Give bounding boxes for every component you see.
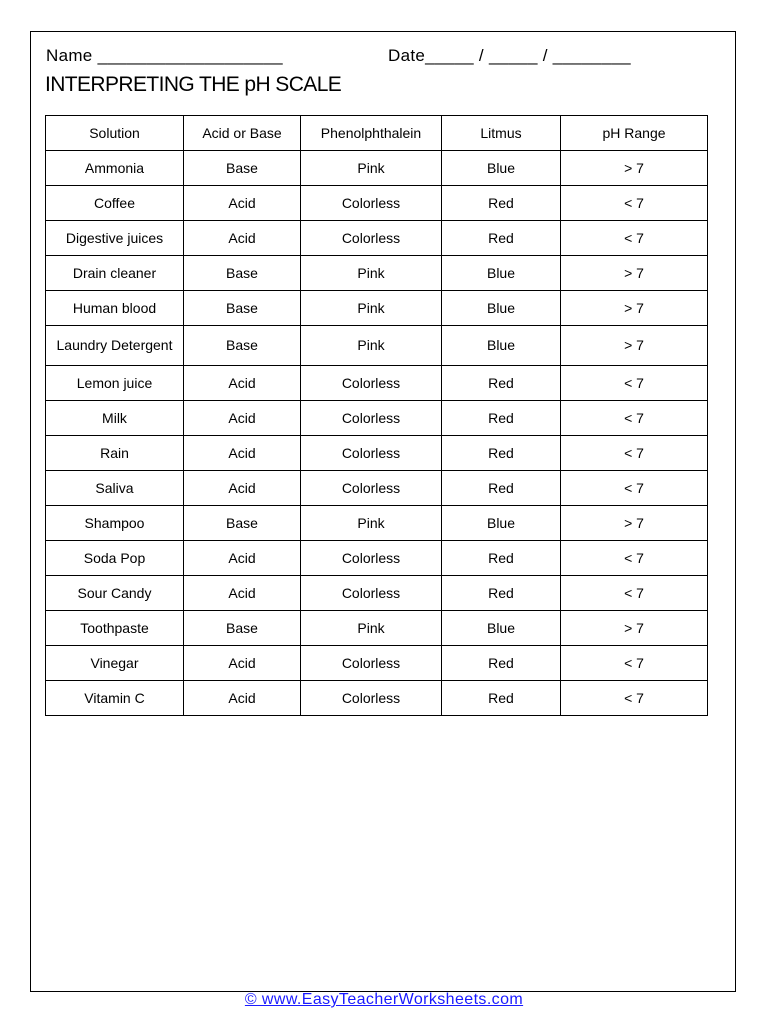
cell-litmus: Blue xyxy=(442,326,561,366)
cell-ph-range: < 7 xyxy=(561,221,708,256)
cell-ph-range: > 7 xyxy=(561,326,708,366)
cell-litmus: Blue xyxy=(442,291,561,326)
table-row xyxy=(46,506,708,541)
table-row xyxy=(46,326,708,366)
cell-acid-or-base: Base xyxy=(184,151,301,186)
cell-solution: Shampoo xyxy=(46,506,184,541)
cell-ph-range: > 7 xyxy=(561,256,708,291)
table-row xyxy=(46,436,708,471)
cell-litmus: Blue xyxy=(442,151,561,186)
cell-solution: Toothpaste xyxy=(46,611,184,646)
cell-phenolphthalein: Colorless xyxy=(301,471,442,506)
cell-phenolphthalein: Colorless xyxy=(301,366,442,401)
cell-acid-or-base: Base xyxy=(184,256,301,291)
cell-ph-range: < 7 xyxy=(561,646,708,681)
column-header-phenolphthalein: Phenolphthalein xyxy=(301,116,442,151)
cell-acid-or-base: Base xyxy=(184,291,301,326)
cell-litmus: Red xyxy=(442,436,561,471)
cell-litmus: Red xyxy=(442,576,561,611)
cell-litmus: Blue xyxy=(442,256,561,291)
cell-phenolphthalein: Colorless xyxy=(301,186,442,221)
ph-table xyxy=(45,115,708,716)
cell-solution: Lemon juice xyxy=(46,366,184,401)
table-row xyxy=(46,401,708,436)
column-header-litmus: Litmus xyxy=(442,116,561,151)
table-row xyxy=(46,646,708,681)
cell-acid-or-base: Base xyxy=(184,326,301,366)
cell-solution: Coffee xyxy=(46,186,184,221)
cell-litmus: Red xyxy=(442,366,561,401)
cell-ph-range: < 7 xyxy=(561,541,708,576)
cell-acid-or-base: Acid xyxy=(184,366,301,401)
table-row xyxy=(46,256,708,291)
cell-solution: Milk xyxy=(46,401,184,436)
table-row xyxy=(46,186,708,221)
cell-solution: Rain xyxy=(46,436,184,471)
cell-litmus: Red xyxy=(442,221,561,256)
cell-acid-or-base: Acid xyxy=(184,186,301,221)
cell-solution: Digestive juices xyxy=(46,221,184,256)
cell-litmus: Red xyxy=(442,401,561,436)
cell-ph-range: < 7 xyxy=(561,366,708,401)
cell-phenolphthalein: Colorless xyxy=(301,576,442,611)
cell-ph-range: > 7 xyxy=(561,506,708,541)
worksheet-title: INTERPRETING THE pH SCALE xyxy=(45,73,342,96)
cell-phenolphthalein: Colorless xyxy=(301,401,442,436)
cell-ph-range: < 7 xyxy=(561,401,708,436)
name-field-line: Name ___________________ xyxy=(46,46,283,65)
table-body xyxy=(46,151,708,716)
footer xyxy=(0,991,768,1009)
table-row xyxy=(46,151,708,186)
cell-phenolphthalein: Pink xyxy=(301,256,442,291)
table-row xyxy=(46,366,708,401)
cell-solution: Saliva xyxy=(46,471,184,506)
cell-solution: Drain cleaner xyxy=(46,256,184,291)
table-header-row xyxy=(46,116,708,151)
date-field-line: Date_____ / _____ / ________ xyxy=(388,46,631,65)
column-header-ph-range: pH Range xyxy=(561,116,708,151)
cell-phenolphthalein: Colorless xyxy=(301,541,442,576)
cell-ph-range: > 7 xyxy=(561,151,708,186)
cell-ph-range: < 7 xyxy=(561,576,708,611)
cell-ph-range: < 7 xyxy=(561,436,708,471)
cell-litmus: Red xyxy=(442,471,561,506)
cell-acid-or-base: Acid xyxy=(184,681,301,716)
cell-litmus: Blue xyxy=(442,611,561,646)
cell-acid-or-base: Acid xyxy=(184,471,301,506)
cell-acid-or-base: Base xyxy=(184,611,301,646)
website-link[interactable]: © www.EasyTeacherWorksheets.com xyxy=(244,991,524,1008)
cell-litmus: Red xyxy=(442,681,561,716)
cell-ph-range: < 7 xyxy=(561,471,708,506)
cell-solution: Human blood xyxy=(46,291,184,326)
cell-acid-or-base: Acid xyxy=(184,436,301,471)
cell-solution: Laundry Detergent xyxy=(46,326,184,366)
cell-solution: Soda Pop xyxy=(46,541,184,576)
cell-phenolphthalein: Colorless xyxy=(301,646,442,681)
cell-phenolphthalein: Colorless xyxy=(301,681,442,716)
cell-phenolphthalein: Colorless xyxy=(301,221,442,256)
cell-litmus: Red xyxy=(442,186,561,221)
cell-acid-or-base: Acid xyxy=(184,221,301,256)
cell-solution: Sour Candy xyxy=(46,576,184,611)
cell-acid-or-base: Acid xyxy=(184,401,301,436)
table-row xyxy=(46,576,708,611)
cell-ph-range: < 7 xyxy=(561,186,708,221)
column-header-acid-or-base: Acid or Base xyxy=(184,116,301,151)
cell-phenolphthalein: Pink xyxy=(301,506,442,541)
column-header-solution: Solution xyxy=(46,116,184,151)
table-row xyxy=(46,291,708,326)
cell-acid-or-base: Acid xyxy=(184,541,301,576)
cell-litmus: Red xyxy=(442,541,561,576)
cell-ph-range: > 7 xyxy=(561,291,708,326)
cell-solution: Vinegar xyxy=(46,646,184,681)
cell-phenolphthalein: Pink xyxy=(301,291,442,326)
cell-litmus: Blue xyxy=(442,506,561,541)
cell-ph-range: < 7 xyxy=(561,681,708,716)
cell-phenolphthalein: Pink xyxy=(301,151,442,186)
cell-phenolphthalein: Pink xyxy=(301,611,442,646)
cell-solution: Ammonia xyxy=(46,151,184,186)
table-row xyxy=(46,541,708,576)
table-row xyxy=(46,681,708,716)
cell-acid-or-base: Base xyxy=(184,506,301,541)
cell-phenolphthalein: Colorless xyxy=(301,436,442,471)
cell-solution: Vitamin C xyxy=(46,681,184,716)
cell-ph-range: > 7 xyxy=(561,611,708,646)
cell-acid-or-base: Acid xyxy=(184,576,301,611)
table-row xyxy=(46,221,708,256)
table-row xyxy=(46,471,708,506)
cell-phenolphthalein: Pink xyxy=(301,326,442,366)
cell-acid-or-base: Acid xyxy=(184,646,301,681)
table-row xyxy=(46,611,708,646)
cell-litmus: Red xyxy=(442,646,561,681)
